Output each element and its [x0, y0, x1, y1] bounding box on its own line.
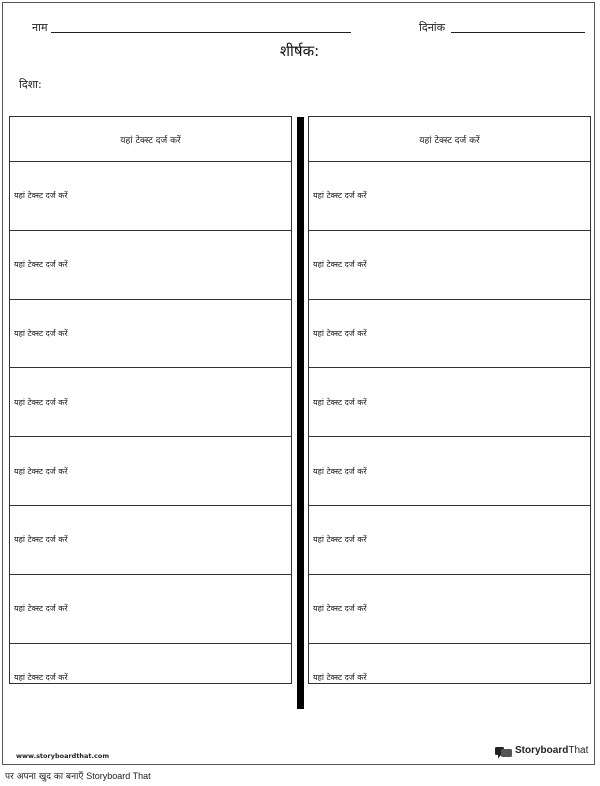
table-cell[interactable]: यहां टेक्स्ट दर्ज करें: [309, 231, 590, 300]
right-column: [308, 116, 591, 684]
column-heading[interactable]: यहां टेक्स्ट दर्ज करें: [10, 117, 291, 162]
table-cell[interactable]: यहां टेक्स्ट दर्ज करें: [10, 300, 291, 369]
caption-brand-link[interactable]: Storyboard That: [86, 771, 151, 781]
column-divider: [297, 117, 304, 709]
table-cell[interactable]: यहां टेक्स्ट दर्ज करें: [309, 300, 590, 369]
site-url: www.storyboardthat.com: [16, 752, 110, 760]
brand-story: Storyboard: [515, 745, 569, 756]
worksheet: [2, 2, 595, 765]
table-cell[interactable]: यहां टेक्स्ट दर्ज करें: [309, 575, 590, 644]
name-label: नाम: [32, 21, 48, 34]
table-cell[interactable]: यहां टेक्स्ट दर्ज करें: [309, 506, 590, 575]
date-label: दिनांक: [419, 21, 446, 34]
direction-label: दिशा:: [19, 78, 42, 91]
speech-bubble-icon: [495, 744, 513, 757]
caption-prefix: पर अपना खुद का बनाएँ: [5, 772, 84, 782]
table-cell[interactable]: यहां टेक्स्ट दर्ज करें: [309, 437, 590, 506]
column-heading[interactable]: यहां टेक्स्ट दर्ज करें: [309, 117, 590, 162]
table-cell[interactable]: यहां टेक्स्ट दर्ज करें: [10, 368, 291, 437]
table-cell[interactable]: यहां टेक्स्ट दर्ज करें: [14, 673, 68, 683]
table-cell[interactable]: यहां टेक्स्ट दर्ज करें: [309, 162, 590, 231]
brand-that: That: [568, 745, 589, 756]
footer-caption: [5, 769, 151, 782]
name-line: [51, 32, 351, 33]
table-cell[interactable]: यहां टेक्स्ट दर्ज करें: [10, 437, 291, 506]
table-cell[interactable]: यहां टेक्स्ट दर्ज करें: [309, 368, 590, 437]
table-cell[interactable]: यहां टेक्स्ट दर्ज करें: [10, 506, 291, 575]
date-line: [451, 32, 585, 33]
left-column: [9, 116, 292, 684]
table-cell[interactable]: यहां टेक्स्ट दर्ज करें: [313, 673, 367, 683]
table-cell[interactable]: यहां टेक्स्ट दर्ज करें: [10, 575, 291, 644]
storyboardthat-logo: [495, 744, 588, 757]
page-title: शीर्षक:: [279, 42, 320, 60]
table-cell[interactable]: यहां टेक्स्ट दर्ज करें: [10, 162, 291, 231]
table-cell[interactable]: यहां टेक्स्ट दर्ज करें: [10, 231, 291, 300]
